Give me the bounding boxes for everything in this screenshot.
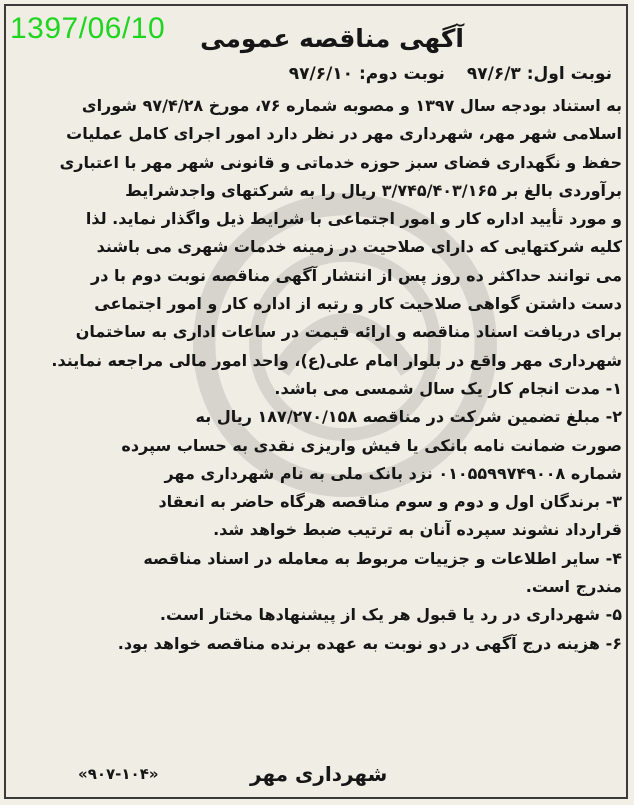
condition-item: ۴- سایر اطلاعات و جزییات مربوط به معامله در اسناد مناقصه [143,548,622,568]
second-turn-date: نوبت دوم: ۹۷/۶/۱۰ [288,64,445,84]
condition-item: شماره ۰۱۰۵۵۹۹۷۴۹۰۰۸ نزد بانک ملی به نام شهرداری مهر [164,463,622,483]
condition-item: صورت ضمانت نامه بانکی یا فیش واریزی نقدی به حساب سپرده [121,435,622,455]
body-line: برآوردی بالغ بر ۳/۷۴۵/۴۰۳/۱۶۵ ریال را به شرکتهای واجدشرایط [125,180,622,200]
body-line: و مورد تأیید اداره کار و امور اجتماعی با شرایط ذیل واگذار نماید. لذا [85,209,622,229]
page-title: آگهی مناقصه عمومی [200,24,464,53]
signature: شهرداری مهر [250,762,388,786]
condition-item: ۱- مدت انجام کار یک سال شمسی می باشد. [274,378,622,398]
body-line: کلیه شرکتهایی که دارای صلاحیت در زمینه خدمات شهری می باشند [96,237,622,257]
body-line: می توانند حداکثر ده روز پس از انتشار آگهی مناقصه نوبت دوم با در [91,265,622,285]
body-line: اسلامی شهر مهر، شهرداری مهر در نظر دارد امور اجرای کامل عملیات [66,124,622,144]
condition-item: مندرج است. [525,577,622,597]
body-line: شهرداری مهر واقع در بلوار امام علی(ع)، واحد امور مالی مراجعه نمایند. [51,350,622,370]
body-line: برای دریافت اسناد مناقصه و ارائه قیمت در ساعات اداری به ساختمان [75,322,622,342]
condition-item: ۶- هزینه درج آگهی در دو نوبت به عهده برنده مناقصه خواهد بود. [117,633,622,653]
condition-item: قرارداد نشوند سپرده آنان به ترتیب ضبط خواهد شد. [213,520,622,540]
body-line: به استناد بودجه سال ۱۳۹۷ و مصوبه شماره ۷۶، مورخ ۹۷/۴/۲۸ شورای [81,96,622,115]
condition-item: ۳- برندگان اول و دوم و سوم مناقصه هرگاه حاضر به انعقاد [158,492,622,512]
body-line: حفظ و نگهداری فضای سبز حوزه خدماتی و قانونی شهر مهر با اعتباری [59,152,622,172]
ad-code: «۹۰۷-۱۰۴» [78,765,159,783]
advertisement-body [10,92,622,658]
body-line: دست داشتن گواهی صلاحیت کار و رتبه از اداره کار و امور اجتماعی [94,294,622,314]
first-turn-date: نوبت اول: ۹۷/۶/۳ [466,64,612,84]
publication-dates [200,64,612,84]
condition-item: ۵- شهرداری در رد یا قبول هر یک از پیشنهادها مختار است. [159,605,622,625]
condition-item: ۲- مبلغ تضمین شرکت در مناقصه ۱۸۷/۲۷۰/۱۵۸ ریال به [195,407,622,427]
date-stamp: 1397/06/10 [10,12,166,45]
